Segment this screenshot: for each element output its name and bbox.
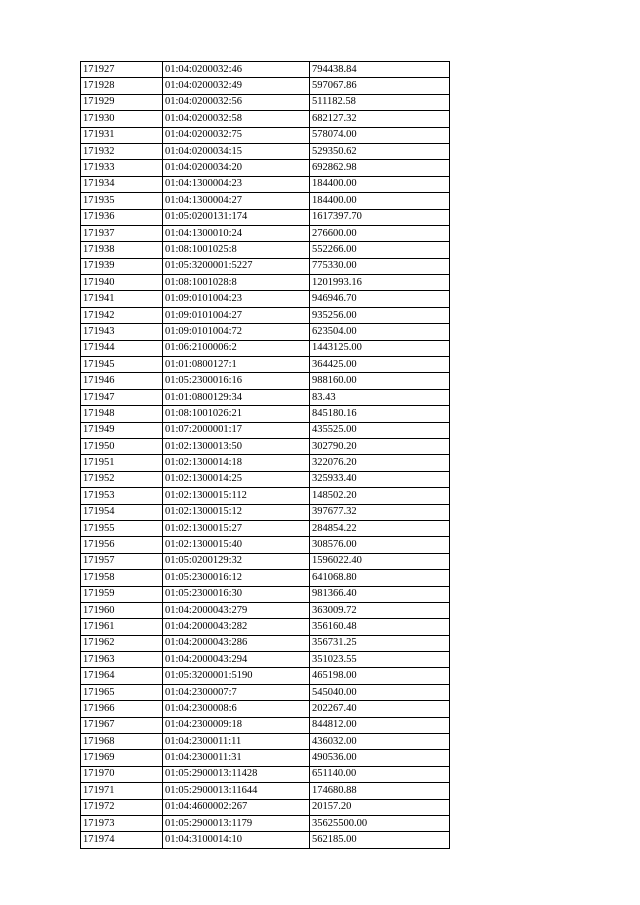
cadastral-number-cell: 01:06:2100006:2 — [163, 340, 310, 356]
amount-cell: 1201993.16 — [310, 275, 450, 291]
table-row — [81, 438, 450, 454]
record-id-cell: 171957 — [81, 553, 163, 569]
cadastral-number-cell: 01:04:2300008:6 — [163, 701, 310, 717]
table-row — [81, 619, 450, 635]
cadastral-number-cell: 01:09:0101004:23 — [163, 291, 310, 307]
record-id-cell: 171953 — [81, 488, 163, 504]
amount-cell: 148502.20 — [310, 488, 450, 504]
record-id-cell: 171972 — [81, 799, 163, 815]
amount-cell: 981366.40 — [310, 586, 450, 602]
record-id-cell: 171962 — [81, 635, 163, 651]
table-row — [81, 94, 450, 110]
table-row — [81, 225, 450, 241]
amount-cell: 363009.72 — [310, 602, 450, 618]
record-id-cell: 171937 — [81, 225, 163, 241]
record-id-cell: 171945 — [81, 357, 163, 373]
cadastral-number-cell: 01:04:2300011:11 — [163, 734, 310, 750]
amount-cell: 597067.86 — [310, 78, 450, 94]
record-id-cell: 171961 — [81, 619, 163, 635]
table-row — [81, 324, 450, 340]
amount-cell: 1617397.70 — [310, 209, 450, 225]
table-row — [81, 766, 450, 782]
table-row — [81, 193, 450, 209]
record-id-cell: 171935 — [81, 193, 163, 209]
cadastral-number-cell: 01:04:0200032:58 — [163, 111, 310, 127]
record-id-cell: 171973 — [81, 815, 163, 831]
cadastral-number-cell: 01:02:1300015:27 — [163, 520, 310, 536]
cadastral-number-cell: 01:04:2000043:294 — [163, 652, 310, 668]
table-row — [81, 78, 450, 94]
record-id-cell: 171958 — [81, 570, 163, 586]
table-row — [81, 455, 450, 471]
amount-cell: 641068.80 — [310, 570, 450, 586]
table-row — [81, 832, 450, 848]
amount-cell: 623504.00 — [310, 324, 450, 340]
table-row — [81, 815, 450, 831]
record-id-cell: 171942 — [81, 307, 163, 323]
cadastral-number-cell: 01:02:1300013:50 — [163, 438, 310, 454]
amount-cell: 490536.00 — [310, 750, 450, 766]
cadastral-number-cell: 01:02:1300014:25 — [163, 471, 310, 487]
table-row — [81, 209, 450, 225]
record-id-cell: 171956 — [81, 537, 163, 553]
amount-cell: 651140.00 — [310, 766, 450, 782]
record-id-cell: 171941 — [81, 291, 163, 307]
record-id-cell: 171974 — [81, 832, 163, 848]
table-row — [81, 242, 450, 258]
table-row — [81, 602, 450, 618]
table-row — [81, 750, 450, 766]
cadastral-number-cell: 01:04:0200032:56 — [163, 94, 310, 110]
table-row — [81, 111, 450, 127]
cadastral-number-cell: 01:04:0200032:49 — [163, 78, 310, 94]
cadastral-number-cell: 01:02:1300014:18 — [163, 455, 310, 471]
cadastral-number-cell: 01:09:0101004:72 — [163, 324, 310, 340]
cadastral-number-cell: 01:05:3200001:5190 — [163, 668, 310, 684]
record-id-cell: 171950 — [81, 438, 163, 454]
amount-cell: 356731.25 — [310, 635, 450, 651]
record-id-cell: 171951 — [81, 455, 163, 471]
record-id-cell: 171970 — [81, 766, 163, 782]
amount-cell: 356160.48 — [310, 619, 450, 635]
record-id-cell: 171927 — [81, 62, 163, 78]
records-table — [80, 61, 450, 849]
record-id-cell: 171943 — [81, 324, 163, 340]
cadastral-number-cell: 01:01:0800127:1 — [163, 357, 310, 373]
record-id-cell: 171955 — [81, 520, 163, 536]
record-id-cell: 171939 — [81, 258, 163, 274]
amount-cell: 845180.16 — [310, 406, 450, 422]
table-row — [81, 357, 450, 373]
table-row — [81, 406, 450, 422]
table-row — [81, 684, 450, 700]
amount-cell: 83.43 — [310, 389, 450, 405]
record-id-cell: 171967 — [81, 717, 163, 733]
table-row — [81, 635, 450, 651]
table-row — [81, 488, 450, 504]
cadastral-number-cell: 01:04:1300004:27 — [163, 193, 310, 209]
cadastral-number-cell: 01:04:1300004:23 — [163, 176, 310, 192]
table-row — [81, 553, 450, 569]
cadastral-number-cell: 01:05:3200001:5227 — [163, 258, 310, 274]
table-row — [81, 160, 450, 176]
cadastral-number-cell: 01:04:2000043:282 — [163, 619, 310, 635]
record-id-cell: 171931 — [81, 127, 163, 143]
cadastral-number-cell: 01:04:1300010:24 — [163, 225, 310, 241]
record-id-cell: 171971 — [81, 783, 163, 799]
cadastral-number-cell: 01:05:2300016:16 — [163, 373, 310, 389]
amount-cell: 1596022.40 — [310, 553, 450, 569]
record-id-cell: 171948 — [81, 406, 163, 422]
cadastral-number-cell: 01:07:2000001:17 — [163, 422, 310, 438]
amount-cell: 692862.98 — [310, 160, 450, 176]
record-id-cell: 171966 — [81, 701, 163, 717]
record-id-cell: 171947 — [81, 389, 163, 405]
record-id-cell: 171936 — [81, 209, 163, 225]
cadastral-number-cell: 01:04:3100014:10 — [163, 832, 310, 848]
record-id-cell: 171949 — [81, 422, 163, 438]
cadastral-number-cell: 01:08:1001026:21 — [163, 406, 310, 422]
cadastral-number-cell: 01:09:0101004:27 — [163, 307, 310, 323]
amount-cell: 184400.00 — [310, 193, 450, 209]
record-id-cell: 171933 — [81, 160, 163, 176]
table-row — [81, 652, 450, 668]
cadastral-number-cell: 01:08:1001028:8 — [163, 275, 310, 291]
record-id-cell: 171964 — [81, 668, 163, 684]
table-row — [81, 471, 450, 487]
record-id-cell: 171932 — [81, 143, 163, 159]
table-row — [81, 701, 450, 717]
amount-cell: 435525.00 — [310, 422, 450, 438]
records-table-body — [81, 62, 450, 849]
amount-cell: 552266.00 — [310, 242, 450, 258]
table-row — [81, 537, 450, 553]
amount-cell: 276600.00 — [310, 225, 450, 241]
record-id-cell: 171946 — [81, 373, 163, 389]
cadastral-number-cell: 01:04:2300007:7 — [163, 684, 310, 700]
record-id-cell: 171952 — [81, 471, 163, 487]
amount-cell: 529350.62 — [310, 143, 450, 159]
record-id-cell: 171928 — [81, 78, 163, 94]
amount-cell: 946946.70 — [310, 291, 450, 307]
table-row — [81, 520, 450, 536]
table-row — [81, 570, 450, 586]
amount-cell: 465198.00 — [310, 668, 450, 684]
table-row — [81, 291, 450, 307]
cadastral-number-cell: 01:05:0200131:174 — [163, 209, 310, 225]
amount-cell: 284854.22 — [310, 520, 450, 536]
amount-cell: 545040.00 — [310, 684, 450, 700]
cadastral-number-cell: 01:04:0200034:20 — [163, 160, 310, 176]
cadastral-number-cell: 01:05:2300016:12 — [163, 570, 310, 586]
amount-cell: 794438.84 — [310, 62, 450, 78]
table-row — [81, 422, 450, 438]
amount-cell: 351023.55 — [310, 652, 450, 668]
table-row — [81, 717, 450, 733]
cadastral-number-cell: 01:04:2000043:279 — [163, 602, 310, 618]
record-id-cell: 171938 — [81, 242, 163, 258]
amount-cell: 775330.00 — [310, 258, 450, 274]
cadastral-number-cell: 01:08:1001025:8 — [163, 242, 310, 258]
cadastral-number-cell: 01:04:2000043:286 — [163, 635, 310, 651]
table-row — [81, 586, 450, 602]
table-row — [81, 307, 450, 323]
amount-cell: 844812.00 — [310, 717, 450, 733]
amount-cell: 682127.32 — [310, 111, 450, 127]
cadastral-number-cell: 01:04:0200032:75 — [163, 127, 310, 143]
amount-cell: 184400.00 — [310, 176, 450, 192]
amount-cell: 202267.40 — [310, 701, 450, 717]
table-row — [81, 668, 450, 684]
record-id-cell: 171959 — [81, 586, 163, 602]
amount-cell: 364425.00 — [310, 357, 450, 373]
table-row — [81, 258, 450, 274]
record-id-cell: 171930 — [81, 111, 163, 127]
amount-cell: 302790.20 — [310, 438, 450, 454]
amount-cell: 397677.32 — [310, 504, 450, 520]
cadastral-number-cell: 01:02:1300015:112 — [163, 488, 310, 504]
table-row — [81, 143, 450, 159]
table-row — [81, 783, 450, 799]
amount-cell: 308576.00 — [310, 537, 450, 553]
table-row — [81, 62, 450, 78]
table-row — [81, 127, 450, 143]
amount-cell: 325933.40 — [310, 471, 450, 487]
cadastral-number-cell: 01:05:2900013:1179 — [163, 815, 310, 831]
record-id-cell: 171963 — [81, 652, 163, 668]
amount-cell: 174680.88 — [310, 783, 450, 799]
table-row — [81, 275, 450, 291]
amount-cell: 322076.20 — [310, 455, 450, 471]
cadastral-number-cell: 01:05:2900013:11428 — [163, 766, 310, 782]
amount-cell: 20157.20 — [310, 799, 450, 815]
record-id-cell: 171965 — [81, 684, 163, 700]
record-id-cell: 171934 — [81, 176, 163, 192]
cadastral-number-cell: 01:05:0200129:32 — [163, 553, 310, 569]
record-id-cell: 171944 — [81, 340, 163, 356]
cadastral-number-cell: 01:01:0800129:34 — [163, 389, 310, 405]
record-id-cell: 171929 — [81, 94, 163, 110]
cadastral-number-cell: 01:04:2300009:18 — [163, 717, 310, 733]
cadastral-number-cell: 01:04:0200032:46 — [163, 62, 310, 78]
cadastral-number-cell: 01:04:4600002:267 — [163, 799, 310, 815]
record-id-cell: 171969 — [81, 750, 163, 766]
record-id-cell: 171954 — [81, 504, 163, 520]
cadastral-number-cell: 01:02:1300015:40 — [163, 537, 310, 553]
table-row — [81, 504, 450, 520]
table-row — [81, 734, 450, 750]
cadastral-number-cell: 01:05:2300016:30 — [163, 586, 310, 602]
table-row — [81, 340, 450, 356]
amount-cell: 511182.58 — [310, 94, 450, 110]
table-row — [81, 373, 450, 389]
cadastral-number-cell: 01:04:2300011:31 — [163, 750, 310, 766]
amount-cell: 436032.00 — [310, 734, 450, 750]
table-row — [81, 176, 450, 192]
record-id-cell: 171940 — [81, 275, 163, 291]
table-row — [81, 799, 450, 815]
table-row — [81, 389, 450, 405]
cadastral-number-cell: 01:02:1300015:12 — [163, 504, 310, 520]
amount-cell: 935256.00 — [310, 307, 450, 323]
amount-cell: 578074.00 — [310, 127, 450, 143]
amount-cell: 1443125.00 — [310, 340, 450, 356]
cadastral-number-cell: 01:05:2900013:11644 — [163, 783, 310, 799]
record-id-cell: 171968 — [81, 734, 163, 750]
record-id-cell: 171960 — [81, 602, 163, 618]
amount-cell: 988160.00 — [310, 373, 450, 389]
amount-cell: 35625500.00 — [310, 815, 450, 831]
amount-cell: 562185.00 — [310, 832, 450, 848]
cadastral-number-cell: 01:04:0200034:15 — [163, 143, 310, 159]
